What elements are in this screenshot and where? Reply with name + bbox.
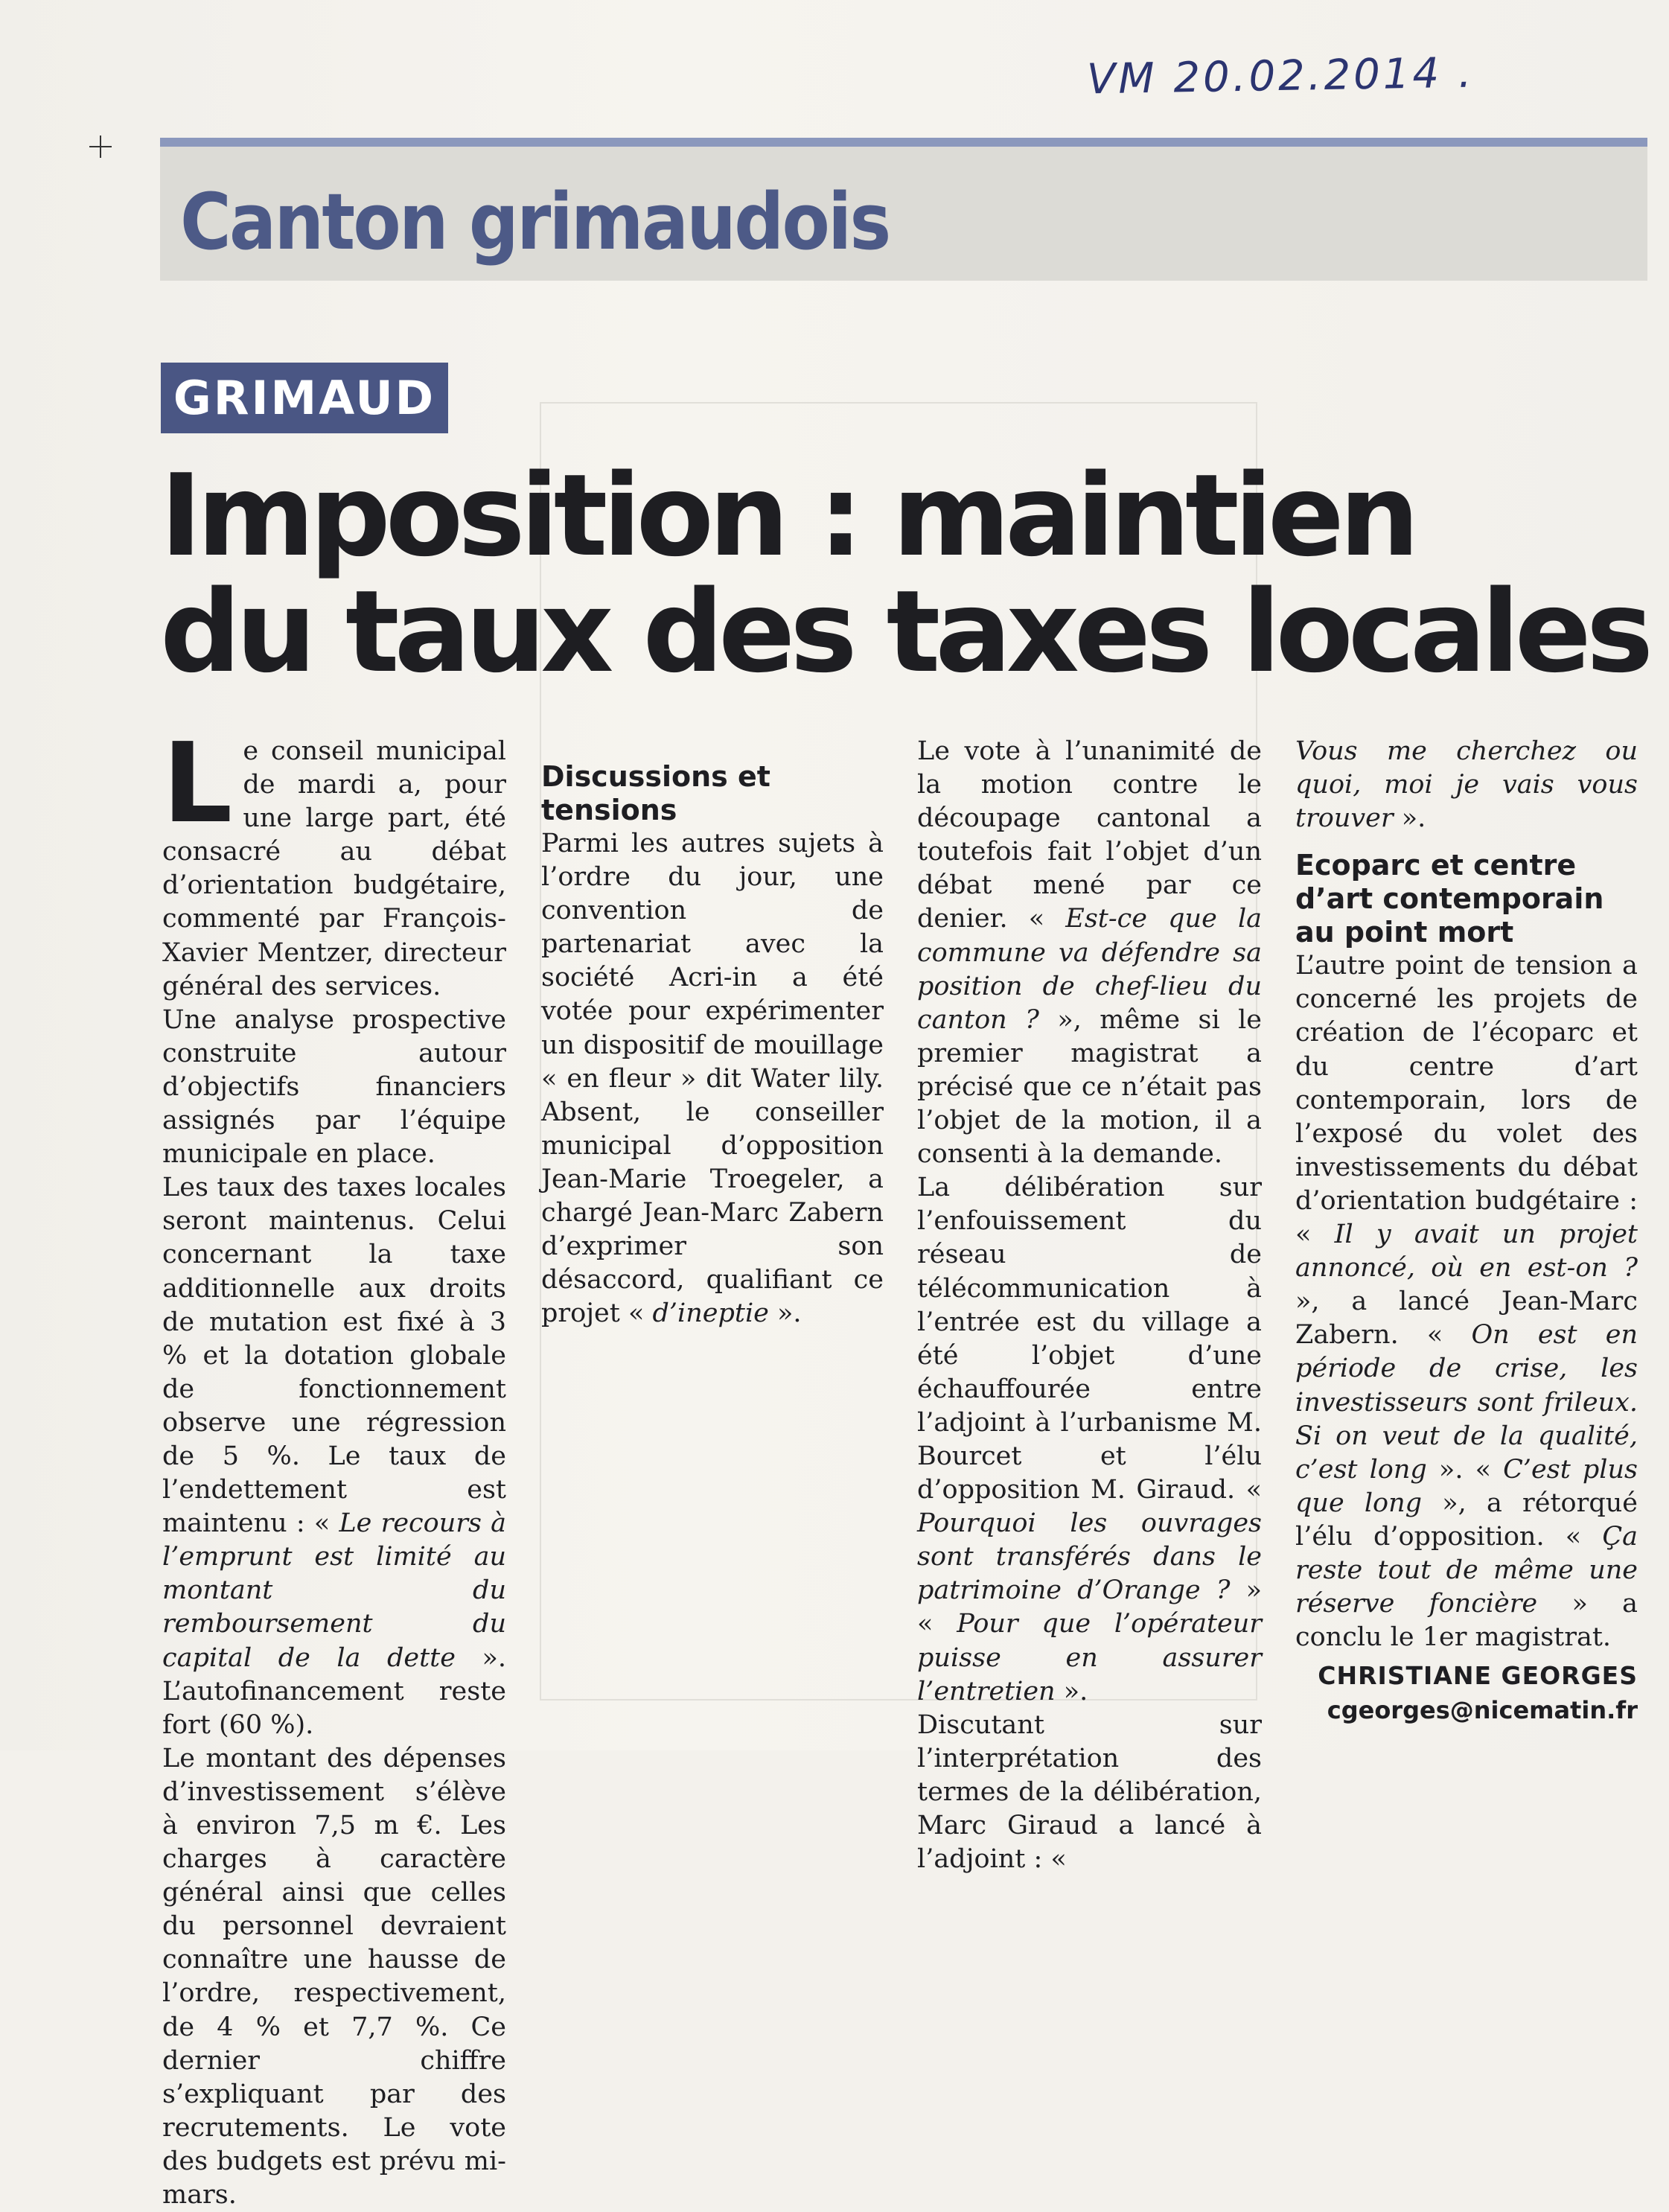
paragraph <box>1295 735 1638 835</box>
paragraph-text: ». <box>768 1298 802 1329</box>
subheading: Discussions et tensions <box>541 760 770 826</box>
quote: C’est plus que long <box>1295 1454 1638 1518</box>
registration-mark-icon <box>89 136 112 158</box>
quote: Il y avait un projet annoncé, où en est-on ? <box>1295 1220 1638 1284</box>
quote: Ça reste tout de même une réserve foncière <box>1295 1521 1638 1619</box>
section-header <box>160 138 1647 281</box>
headline-line-2: du taux des taxes locales <box>160 566 1649 698</box>
paragraph-text: », a lancé Jean-Marc Zabern. « <box>1295 1287 1638 1351</box>
paragraph-text: e conseil municipal de mardi a, pour une large part, été consacré au débat d’orientation budgétaire, commenté par François-Xavier Mentzer, directeur général des services. <box>162 736 506 1001</box>
quote: Vous me cherchez ou quoi, moi je vais vous trouver <box>1295 736 1638 834</box>
handwritten-date: VM 20.02.2014 . <box>1086 48 1475 104</box>
paragraph-text: » a conclu le 1er magistrat. <box>1295 1589 1638 1653</box>
paragraph <box>917 1171 1262 1709</box>
drop-cap: L <box>162 719 233 847</box>
paragraph-text: L’autre point de tension a concerné les projets de création de l’écoparc et du centre d’art contemporain, lors de l’exposé du volet des investissements du débat d’orientation budgétaire : « <box>1295 951 1638 1250</box>
headline-line-1: Imposition : maintien <box>160 450 1415 581</box>
paragraph <box>917 735 1262 1171</box>
paragraph <box>1295 949 1638 1654</box>
paragraph: Une analyse prospective construite autour d’objectifs financiers assignés par l’équipe municipale en place. <box>162 1004 506 1170</box>
headline <box>160 450 1649 698</box>
paragraph: Le montant des dépenses d’investissement s’élève à environ 7,5 m €. Les charges à caractère général ainsi que celles du personnel devraient connaître une hausse de l’ordre, respectivement, de 4 % et 7,7 %. Ce dernier chiffre s’expliquant par des recrutements. Le vote des budgets est prévu mi-mars. <box>162 1743 506 2211</box>
section-title: Canton grimaudois <box>180 176 890 267</box>
paragraph <box>162 1171 506 1742</box>
paragraph <box>541 827 884 1330</box>
paragraph-text: La délibération sur l’enfouissement du réseau de télécommunication à l’entrée est du village a été l’objet d’une échauffourée entre l’adjoint à l’urbanisme M. Bourcet et l’élu d’opposition M. Giraud. « <box>917 1173 1262 1505</box>
paragraph <box>162 719 506 1004</box>
quote: Pourquoi les ouvrages sont transférés dans le patrimoine d’Orange ? <box>917 1508 1262 1606</box>
category-tag: GRIMAUD <box>161 363 448 433</box>
paragraph-text: Le vote à l’unanimité de la motion contre le découpage cantonal a toutefois fait l’objet d’un débat mené par ce denier. « <box>917 736 1262 934</box>
column-4 <box>1295 735 1638 1727</box>
paragraph-text: Les taux des taxes locales seront maintenus. Celui concernant la taxe additionnelle aux droits de mutation est fixé à 3 % et la dotation globale de fonctionnement observe une régression de 5 %. Le taux de l’endettement est maintenu : « <box>162 1173 506 1539</box>
subheading: Ecoparc et centre d’art contemporain au point mort <box>1295 849 1604 949</box>
paragraph-text: ». <box>1393 803 1426 834</box>
paragraph-text: », a rétorqué l’élu d’opposition. « <box>1295 1488 1638 1552</box>
byline-email: cgeorges@nicematin.fr <box>1327 1696 1638 1725</box>
quote: Est-ce que la commune va défendre sa position de chef-lieu du canton ? <box>917 904 1262 1035</box>
paragraph-text: ». L’autofinancement reste fort (60 %). <box>162 1642 506 1740</box>
column-1 <box>162 719 506 2212</box>
quote: d’ineptie <box>652 1298 769 1329</box>
paragraph-text: ». <box>1055 1676 1088 1706</box>
paragraph <box>917 1709 1262 1876</box>
quote: Pour que l’opérateur puisse en assurer l’entretien <box>917 1609 1263 1706</box>
column-2 <box>541 735 884 1330</box>
paragraph-text: ». « <box>1426 1454 1504 1485</box>
paragraph-text: Parmi les autres sujets à l’ordre du jour, une convention de partenariat avec la société Acri-in a été votée pour expérimenter un dispositif de mouillage « en fleur » dit Water lily. Absent, le conseiller municipal d’opposition Jean-Marie Troegeler, a chargé Jean-Marc Zabern d’exprimer son désaccord, qualifiant ce projet « <box>541 829 884 1329</box>
paragraph-text: », même si le premier magistrat a précisé que ce n’était pas l’objet de la motion, il a consenti à la demande. <box>917 1004 1262 1170</box>
paragraph-text: Discutant sur l’interprétation des termes de la délibération, Marc Giraud a lancé à l’adjoint : « <box>917 1709 1262 1875</box>
byline-author: CHRISTIANE GEORGES <box>1318 1661 1638 1691</box>
column-3 <box>917 735 1262 1876</box>
quote: On est en période de crise, les investisseurs sont frileux. Si on veut de la qualité, c’est long <box>1295 1320 1638 1485</box>
paragraph-text: » « <box>917 1575 1263 1639</box>
quote: Le recours à l’emprunt est limité au montant du remboursement du capital de la dette <box>162 1508 506 1673</box>
